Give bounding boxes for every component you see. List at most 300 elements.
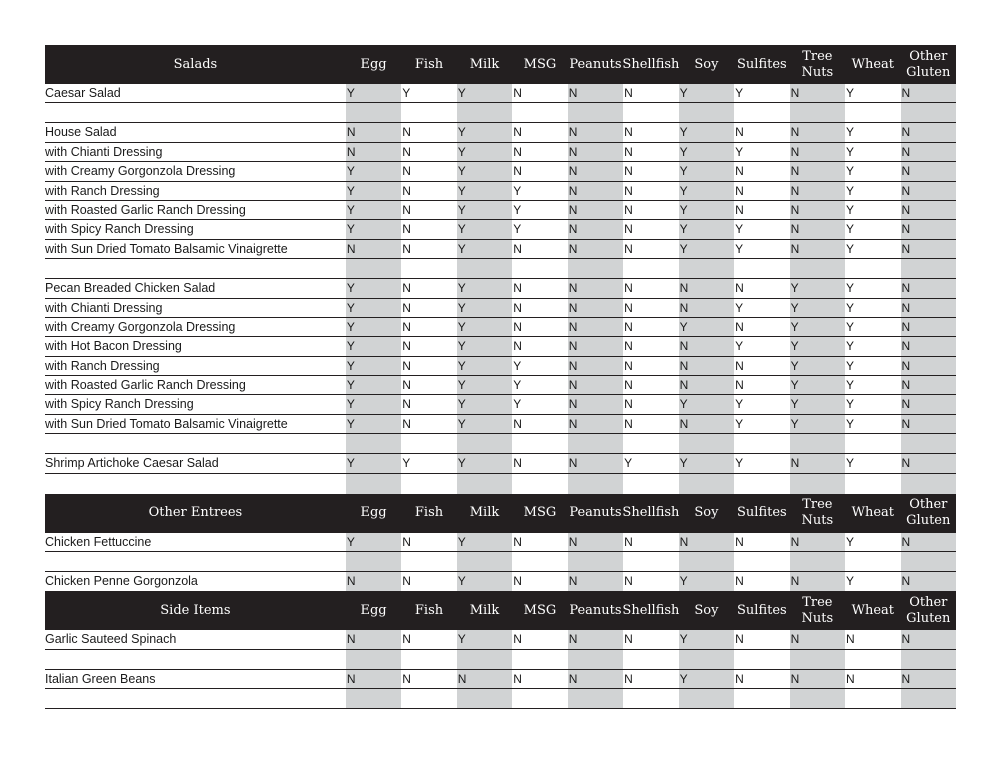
allergen-cell: Y (346, 201, 401, 219)
allergen-cell (734, 474, 789, 494)
item-name (45, 650, 346, 669)
allergen-cell: N (901, 201, 956, 219)
allergen-cell: N (790, 240, 845, 258)
table-row (45, 143, 956, 162)
allergen-cell (512, 434, 567, 453)
allergen-cell: N (513, 671, 522, 686)
table-row (45, 240, 956, 259)
allergen-cell: N (790, 201, 845, 219)
allergen-cell (790, 103, 845, 122)
allergen-cell: Y (846, 144, 855, 159)
allergen-cell: N (624, 125, 633, 140)
item-name (45, 103, 346, 122)
allergen-cell: N (402, 202, 411, 217)
table-row (45, 533, 956, 552)
allergen-cell (790, 474, 845, 494)
table-row (45, 279, 956, 298)
spacer-row (45, 103, 956, 123)
allergen-cell: N (624, 671, 633, 686)
allergen-cell: N (790, 533, 845, 551)
allergen-cell: N (624, 319, 633, 334)
allergen-cell: N (568, 357, 623, 375)
allergen-cell: N (735, 671, 744, 686)
allergen-cell: Y (679, 318, 734, 336)
table-row (45, 357, 956, 376)
allergen-cell: Y (846, 416, 855, 431)
item-name: with Creamy Gorgonzola Dressing (45, 164, 236, 179)
allergen-cell: Y (846, 534, 855, 549)
allergen-cell: Y (846, 222, 855, 237)
allergen-cell: Y (402, 456, 411, 471)
allergen-cell: N (402, 534, 411, 549)
allergen-cell: Y (457, 182, 512, 200)
allergen-cell: Y (402, 86, 411, 100)
allergen-cell: Y (846, 319, 855, 334)
allergen-cell: N (735, 632, 744, 647)
allergen-cell: N (790, 670, 845, 688)
allergen-cell: N (568, 299, 623, 317)
column-header: Wheat (851, 505, 895, 521)
allergen-cell: N (402, 319, 411, 334)
allergen-cell: N (846, 671, 855, 686)
column-header: Peanuts (569, 56, 622, 72)
item-name: with Ranch Dressing (45, 358, 160, 373)
allergen-cell: N (735, 319, 744, 334)
allergen-cell: N (901, 415, 956, 433)
allergen-cell: N (568, 670, 623, 688)
item-name (45, 689, 346, 708)
column-header: Other Gluten (906, 497, 951, 529)
allergen-cell: Y (790, 279, 845, 297)
allergen-cell: N (513, 339, 522, 354)
allergen-cell (901, 474, 956, 494)
allergen-cell (845, 552, 900, 571)
allergen-cell: N (679, 376, 734, 394)
allergen-cell (845, 103, 900, 122)
allergen-cell: N (901, 162, 956, 180)
allergen-cell: N (568, 84, 623, 102)
allergen-cell: Y (790, 357, 845, 375)
table-row (45, 318, 956, 337)
allergen-cell: N (568, 162, 623, 180)
allergen-cell: Y (457, 201, 512, 219)
allergen-cell: N (402, 358, 411, 373)
item-name: with Roasted Garlic Ranch Dressing (45, 378, 246, 393)
allergen-cell: N (402, 164, 411, 179)
allergen-cell: N (901, 670, 956, 688)
column-header: Egg (360, 602, 387, 618)
allergen-cell: N (513, 300, 522, 315)
allergen-cell: N (624, 164, 633, 179)
table-row (45, 123, 956, 142)
allergen-cell (457, 552, 512, 571)
allergen-cell: Y (457, 318, 512, 336)
column-header: Soy (694, 602, 719, 618)
column-header: Shellfish (622, 56, 680, 72)
allergen-cell (457, 259, 512, 278)
allergen-cell: N (513, 319, 522, 334)
allergen-cell: N (901, 376, 956, 394)
allergen-cell: Y (735, 416, 744, 431)
allergen-cell: N (901, 240, 956, 258)
allergen-cell: Y (735, 144, 744, 159)
allergen-cell: Y (846, 281, 855, 296)
allergen-cell: N (901, 182, 956, 200)
allergen-cell: N (624, 632, 633, 647)
allergen-cell: Y (735, 222, 744, 237)
table-row (45, 182, 956, 201)
spacer-row (45, 259, 956, 279)
allergen-cell (679, 689, 734, 708)
allergen-cell: Y (679, 123, 734, 141)
allergen-cell: N (568, 337, 623, 355)
allergen-cell (568, 689, 623, 708)
item-name (45, 434, 346, 453)
allergen-cell: Y (457, 630, 512, 648)
allergen-cell: N (846, 632, 855, 647)
allergen-cell (623, 552, 678, 571)
allergen-cell: N (513, 632, 522, 647)
allergen-cell (568, 552, 623, 571)
spacer-row (45, 689, 956, 709)
allergen-cell: Y (513, 222, 522, 237)
allergen-cell: N (735, 183, 744, 198)
allergen-cell (623, 259, 678, 278)
allergen-cell: N (346, 123, 401, 141)
allergen-cell (401, 689, 456, 708)
allergen-cell: N (624, 378, 633, 393)
allergen-cell: Y (346, 415, 401, 433)
column-header: Soy (694, 505, 719, 521)
allergen-chart (45, 45, 956, 709)
allergen-cell (845, 689, 900, 708)
allergen-cell: N (346, 630, 401, 648)
column-header: Tree Nuts (801, 594, 834, 626)
allergen-cell: Y (790, 337, 845, 355)
allergen-cell (512, 552, 567, 571)
allergen-cell: Y (346, 337, 401, 355)
allergen-cell: N (346, 143, 401, 161)
allergen-cell: N (624, 202, 633, 217)
allergen-cell (568, 650, 623, 669)
allergen-cell: N (402, 300, 411, 315)
allergen-cell: Y (346, 162, 401, 180)
allergen-cell: N (624, 574, 633, 589)
allergen-cell: N (790, 572, 845, 591)
allergen-cell: Y (790, 415, 845, 433)
table-row (45, 376, 956, 395)
allergen-cell: Y (846, 183, 855, 198)
allergen-cell: N (402, 125, 411, 140)
allergen-cell: N (402, 574, 411, 589)
allergen-cell: N (568, 318, 623, 336)
allergen-cell: N (513, 416, 522, 431)
item-name: Chicken Penne Gorgonzola (45, 574, 198, 589)
allergen-cell (401, 434, 456, 453)
allergen-cell: Y (457, 240, 512, 258)
section-title: Side Items (160, 602, 231, 618)
allergen-cell (623, 474, 678, 494)
allergen-cell: N (624, 416, 633, 431)
allergen-cell: N (568, 415, 623, 433)
allergen-cell (568, 103, 623, 122)
allergen-cell: N (402, 241, 411, 256)
allergen-cell: N (790, 454, 845, 472)
column-header: Fish (414, 602, 444, 618)
allergen-cell: Y (735, 397, 744, 412)
allergen-cell: N (679, 299, 734, 317)
item-name: House Salad (45, 125, 117, 140)
allergen-cell: Y (790, 376, 845, 394)
allergen-cell: N (402, 183, 411, 198)
section-title: Salads (173, 56, 218, 72)
allergen-cell: Y (346, 84, 401, 102)
allergen-cell: N (568, 572, 623, 591)
allergen-cell: N (624, 86, 633, 100)
column-header: Milk (469, 505, 500, 521)
allergen-cell (901, 552, 956, 571)
allergen-cell (734, 434, 789, 453)
allergen-cell: Y (846, 574, 855, 589)
allergen-cell: N (402, 339, 411, 354)
item-name: with Spicy Ranch Dressing (45, 397, 194, 412)
allergen-cell (512, 650, 567, 669)
item-name: with Roasted Garlic Ranch Dressing (45, 202, 246, 217)
item-name: with Chianti Dressing (45, 300, 163, 315)
allergen-cell (401, 650, 456, 669)
allergen-cell: Y (679, 220, 734, 238)
allergen-cell: Y (457, 299, 512, 317)
allergen-cell: Y (346, 299, 401, 317)
allergen-cell (346, 474, 401, 494)
allergen-cell (457, 434, 512, 453)
allergen-cell: N (901, 454, 956, 472)
item-name: Caesar Salad (45, 86, 121, 100)
allergen-cell (734, 552, 789, 571)
allergen-cell: N (624, 300, 633, 315)
allergen-cell: N (901, 572, 956, 591)
item-name: with Creamy Gorgonzola Dressing (45, 319, 236, 334)
allergen-cell: Y (346, 357, 401, 375)
allergen-cell: Y (790, 318, 845, 336)
allergen-cell: Y (346, 533, 401, 551)
allergen-cell (457, 103, 512, 122)
allergen-cell (790, 650, 845, 669)
allergen-cell (346, 552, 401, 571)
allergen-cell: Y (346, 182, 401, 200)
spacer-row (45, 434, 956, 454)
allergen-cell: N (513, 144, 522, 159)
allergen-cell (346, 689, 401, 708)
allergen-cell: N (346, 572, 401, 591)
allergen-cell: N (624, 339, 633, 354)
allergen-cell: Y (679, 201, 734, 219)
table-row (45, 670, 956, 689)
column-header: MSG (523, 505, 557, 521)
allergen-cell: Y (457, 337, 512, 355)
allergen-cell: Y (346, 279, 401, 297)
allergen-cell (346, 650, 401, 669)
allergen-cell: N (901, 395, 956, 413)
spacer-row (45, 650, 956, 670)
allergen-cell: Y (679, 84, 734, 102)
allergen-cell: Y (735, 86, 744, 100)
column-header: MSG (523, 56, 557, 72)
section-header (45, 494, 956, 533)
allergen-cell: N (513, 164, 522, 179)
allergen-cell: N (901, 84, 956, 102)
allergen-cell (845, 259, 900, 278)
allergen-cell (346, 434, 401, 453)
column-header: Egg (360, 505, 387, 521)
allergen-cell: Y (457, 279, 512, 297)
allergen-cell: Y (679, 572, 734, 591)
allergen-cell (679, 552, 734, 571)
allergen-cell: N (735, 281, 744, 296)
allergen-cell: Y (679, 395, 734, 413)
allergen-cell: N (624, 222, 633, 237)
allergen-cell (901, 434, 956, 453)
allergen-cell: Y (790, 395, 845, 413)
allergen-cell: Y (846, 378, 855, 393)
allergen-cell: N (513, 86, 522, 100)
item-name: Pecan Breaded Chicken Salad (45, 281, 216, 296)
allergen-cell (623, 103, 678, 122)
allergen-cell: N (790, 143, 845, 161)
allergen-cell (568, 434, 623, 453)
allergen-cell: N (901, 337, 956, 355)
allergen-cell (568, 259, 623, 278)
allergen-cell: N (402, 144, 411, 159)
allergen-cell (845, 650, 900, 669)
allergen-cell: N (790, 162, 845, 180)
allergen-cell: N (679, 279, 734, 297)
allergen-cell: Y (457, 357, 512, 375)
allergen-cell: N (901, 279, 956, 297)
allergen-cell: N (513, 125, 522, 140)
column-header: Milk (469, 602, 500, 618)
allergen-cell: N (624, 144, 633, 159)
allergen-cell: N (513, 534, 522, 549)
table-row (45, 220, 956, 239)
allergen-cell (901, 650, 956, 669)
allergen-cell: Y (846, 358, 855, 373)
column-header: Tree Nuts (801, 48, 834, 80)
allergen-cell: N (901, 143, 956, 161)
allergen-cell: Y (513, 183, 522, 198)
allergen-cell: N (624, 534, 633, 549)
allergen-cell (679, 434, 734, 453)
allergen-cell: N (568, 182, 623, 200)
allergen-cell: Y (679, 182, 734, 200)
allergen-cell: N (513, 241, 522, 256)
column-header: Tree Nuts (801, 497, 834, 529)
allergen-cell (734, 689, 789, 708)
allergen-cell: N (568, 454, 623, 472)
column-header: Shellfish (622, 505, 680, 521)
allergen-cell: N (568, 240, 623, 258)
allergen-cell: N (901, 299, 956, 317)
item-name (45, 259, 346, 278)
allergen-cell: N (513, 456, 522, 471)
column-header: Soy (694, 56, 719, 72)
allergen-cell (901, 689, 956, 708)
allergen-cell: Y (735, 300, 744, 315)
allergen-cell (457, 474, 512, 494)
allergen-cell: N (901, 357, 956, 375)
item-name: with Ranch Dressing (45, 183, 160, 198)
allergen-cell (845, 434, 900, 453)
column-header: MSG (523, 602, 557, 618)
allergen-cell: N (346, 670, 401, 688)
allergen-cell: N (568, 123, 623, 141)
item-name (45, 474, 346, 494)
allergen-cell: Y (513, 358, 522, 373)
allergen-cell: N (568, 279, 623, 297)
allergen-cell: N (901, 123, 956, 141)
allergen-cell: Y (735, 456, 744, 471)
column-header: Other Gluten (906, 48, 951, 80)
allergen-cell (679, 259, 734, 278)
allergen-cell: N (513, 281, 522, 296)
allergen-cell: Y (846, 339, 855, 354)
allergen-cell (679, 650, 734, 669)
allergen-cell (457, 650, 512, 669)
allergen-cell (512, 474, 567, 494)
column-header: Other Gluten (906, 594, 951, 626)
allergen-cell: N (624, 183, 633, 198)
allergen-cell: N (568, 143, 623, 161)
allergen-cell (790, 434, 845, 453)
allergen-cell (901, 103, 956, 122)
allergen-cell: Y (679, 630, 734, 648)
allergen-cell (734, 259, 789, 278)
allergen-cell: Y (846, 125, 855, 140)
item-name: Garlic Sauteed Spinach (45, 632, 177, 647)
column-header: Sulfites (737, 505, 787, 521)
item-name: Italian Green Beans (45, 671, 156, 686)
allergen-cell: N (735, 125, 744, 140)
table-row (45, 84, 956, 103)
allergen-cell: N (901, 630, 956, 648)
allergen-cell (512, 689, 567, 708)
column-header: Wheat (851, 56, 895, 72)
allergen-cell: Y (679, 162, 734, 180)
allergen-cell (401, 552, 456, 571)
allergen-cell: N (624, 397, 633, 412)
allergen-cell: N (402, 397, 411, 412)
allergen-cell: Y (846, 456, 855, 471)
item-name (45, 552, 346, 571)
allergen-cell: Y (346, 220, 401, 238)
allergen-cell: Y (513, 397, 522, 412)
item-name: with Sun Dried Tomato Balsamic Vinaigrette (45, 241, 288, 256)
table-row (45, 201, 956, 220)
table-row (45, 572, 956, 591)
section-header (45, 45, 956, 84)
allergen-cell: N (790, 123, 845, 141)
allergen-cell: Y (346, 376, 401, 394)
allergen-cell: N (901, 220, 956, 238)
table-row (45, 630, 956, 649)
spacer-row (45, 552, 956, 572)
allergen-cell (790, 689, 845, 708)
allergen-cell (568, 474, 623, 494)
allergen-cell: Y (679, 240, 734, 258)
allergen-cell: Y (513, 202, 522, 217)
table-row (45, 299, 956, 318)
allergen-cell: Y (790, 299, 845, 317)
